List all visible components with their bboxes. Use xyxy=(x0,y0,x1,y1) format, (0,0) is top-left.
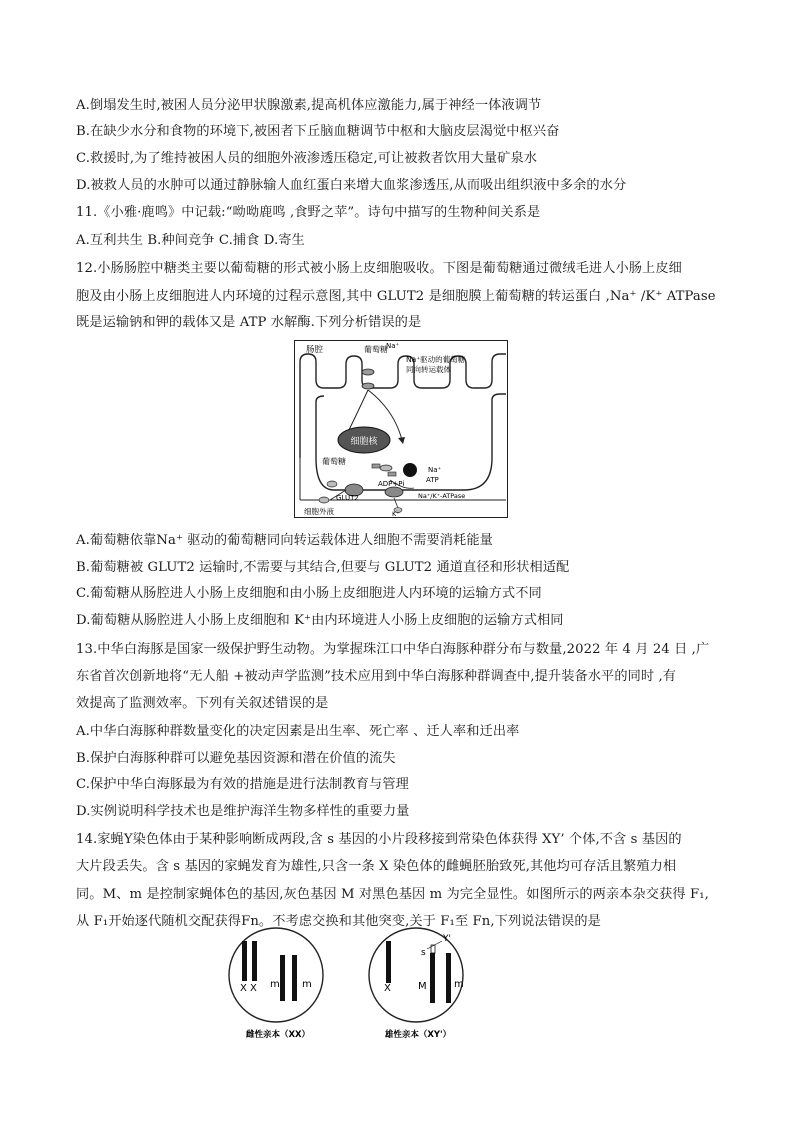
pump-label: Na⁺/K⁺-ATPase xyxy=(418,492,466,500)
nucleus-label: 细胞核 xyxy=(350,437,378,447)
female-x2-label: X xyxy=(250,983,257,994)
q10-option-b: B.在缺少水分和食物的环境下,被困者下丘脑血糖调节中枢和大脑皮层渴觉中枢兴奋 xyxy=(76,124,560,139)
q14-stem-line4: 从 F₁开始逐代随机交配获得Fn。不考虑交换和其他突变,关于 F₁至 Fn,下列说法错误的是 xyxy=(76,914,601,929)
q14-stem-line1: 14.家蝇Y染色体由于某种影响断成两段,含 s 基因的小片段移接到常染色体获得 XY’ 个体,不含 s 基因的 xyxy=(76,832,682,847)
q14-stem-line2: 大片段丢失。含 s 基因的家蝇发育为雄性,只含一条 X 染色体的雌蝇胚胎致死,其他均可存活且繁殖力相 xyxy=(76,859,677,874)
male-x-label: X xyxy=(384,983,391,994)
glut2-label: GLUT2 xyxy=(336,494,359,502)
male-caption: 雄性亲本（XY'） xyxy=(384,1030,452,1040)
q10-option-c: C.救援时,为了维持被困人员的细胞外液渗透压稳定,可让被救者饮用大量矿泉水 xyxy=(76,151,538,166)
na-right-label: Na⁺ xyxy=(428,466,442,474)
intestinal-cell-diagram xyxy=(294,340,508,518)
chromosome-diagram xyxy=(222,925,536,1047)
male-y-label: Y' xyxy=(443,934,451,944)
cotransporter-label-2: 同向转运载体 xyxy=(406,365,451,374)
male-s-label: s xyxy=(421,948,426,958)
q11-stem: 11.《小雅·鹿鸣》中记载:“呦呦鹿鸣 ,食野之苹”。诗句中描写的生物种间关系是 xyxy=(76,205,541,220)
q13-stem-line1: 13.中华白海豚是国家一级保护野生动物。为掌握珠江口中华白海豚种群分布与数量,2022 年 4 月 24 日 ,广 xyxy=(76,642,710,657)
q13-option-d: D.实例说明科学技术也是维护海洋生物多样性的重要力量 xyxy=(76,804,410,819)
q10-option-a: A.倒塌发生时,被困人员分泌甲状腺激素,提高机体应激能力,属于神经一体液调节 xyxy=(76,98,542,113)
q12-option-c: C.葡萄糖从肠腔进人小肠上皮细胞和由小肠上皮细胞进人内环境的运输方式不同 xyxy=(76,586,542,601)
female-caption: 雌性亲本（XX） xyxy=(245,1030,311,1040)
q12-stem-line1: 12.小肠肠腔中糖类主要以葡萄糖的形式被小肠上皮细胞吸收。下图是葡萄糖通过微绒毛进人小肠上皮细 xyxy=(76,261,682,276)
female-x1-label: X xyxy=(240,983,247,994)
glucose-top-label: 葡萄糖 xyxy=(364,345,388,354)
q12-stem-line2: 胞及由小肠上皮细胞进人内环境的过程示意图,其中 GLUT2 是细胞膜上葡萄糖的转运蛋白 ,Na⁺ /K⁺ ATPase xyxy=(76,289,716,304)
q12-stem-line3: 既是运输钠和钾的载体又是 ATP 水解酶.下列分析错误的是 xyxy=(76,315,422,330)
lumen-label: 肠腔 xyxy=(306,345,324,355)
adp-label: ADP+Pi xyxy=(378,480,405,488)
q14-stem-line3: 同。M、m 是控制家蝇体色的基因,灰色基因 M 对黑色基因 m 为完全显性。如图所示的两亲本杂交获得 F₁, xyxy=(76,887,709,902)
cotransporter-label-1: Na⁺驱动的葡萄糖 xyxy=(406,355,466,364)
na-top-label: Na⁺ xyxy=(386,342,400,350)
q13-stem-line2: 东省首次创新地将“无人船 +被动声学监测”技术应用到中华白海豚种群调查中,提升装备水平的同时 ,有 xyxy=(76,669,677,684)
extracellular-label: 细胞外液 xyxy=(304,507,334,516)
q10-option-d: D.被救人员的水肿可以通过静脉输人血红蛋白来增大血浆渗透压,从而吸出组织液中多余的水分 xyxy=(76,178,627,193)
male-parent-cell xyxy=(369,928,464,1040)
q13-option-a: A.中华白海豚种群数量变化的决定因素是出生率、死亡率 、迁人率和迁出率 xyxy=(76,724,520,739)
glucose-mid-label: 葡萄糖 xyxy=(322,457,346,466)
q12-option-a: A.葡萄糖依靠Na⁺ 驱动的葡萄糖同向转运载体进人细胞不需要消耗能量 xyxy=(76,533,493,548)
q11-options: A.互利共生 B.种间竞争 C.捕食 D.寄生 xyxy=(76,233,305,248)
q13-option-c: C.保护中华白海豚最为有效的措施是进行法制教育与管理 xyxy=(76,777,409,792)
atp-label: ATP xyxy=(426,476,439,484)
k-label: K⁺ xyxy=(392,510,400,518)
male-M-label: M xyxy=(418,981,427,992)
female-m2-label: m xyxy=(302,979,312,990)
q12-option-b: B.葡萄糖被 GLUT2 运输时,不需要与其结合,但要与 GLUT2 通道直径和形状相适配 xyxy=(76,560,570,575)
male-m-label: m xyxy=(454,979,464,990)
female-parent-cell xyxy=(229,928,323,1040)
q12-option-d: D.葡萄糖从肠腔进人小肠上皮细胞和 K⁺由内环境进人小肠上皮细胞的运输方式相同 xyxy=(76,613,564,628)
q13-option-b: B.保护白海豚种群可以避免基因资源和潜在价值的流失 xyxy=(76,751,396,766)
female-m1-label: m xyxy=(270,979,280,990)
q13-stem-line3: 效提高了监测效率。下列有关叙述错误的是 xyxy=(76,696,329,711)
